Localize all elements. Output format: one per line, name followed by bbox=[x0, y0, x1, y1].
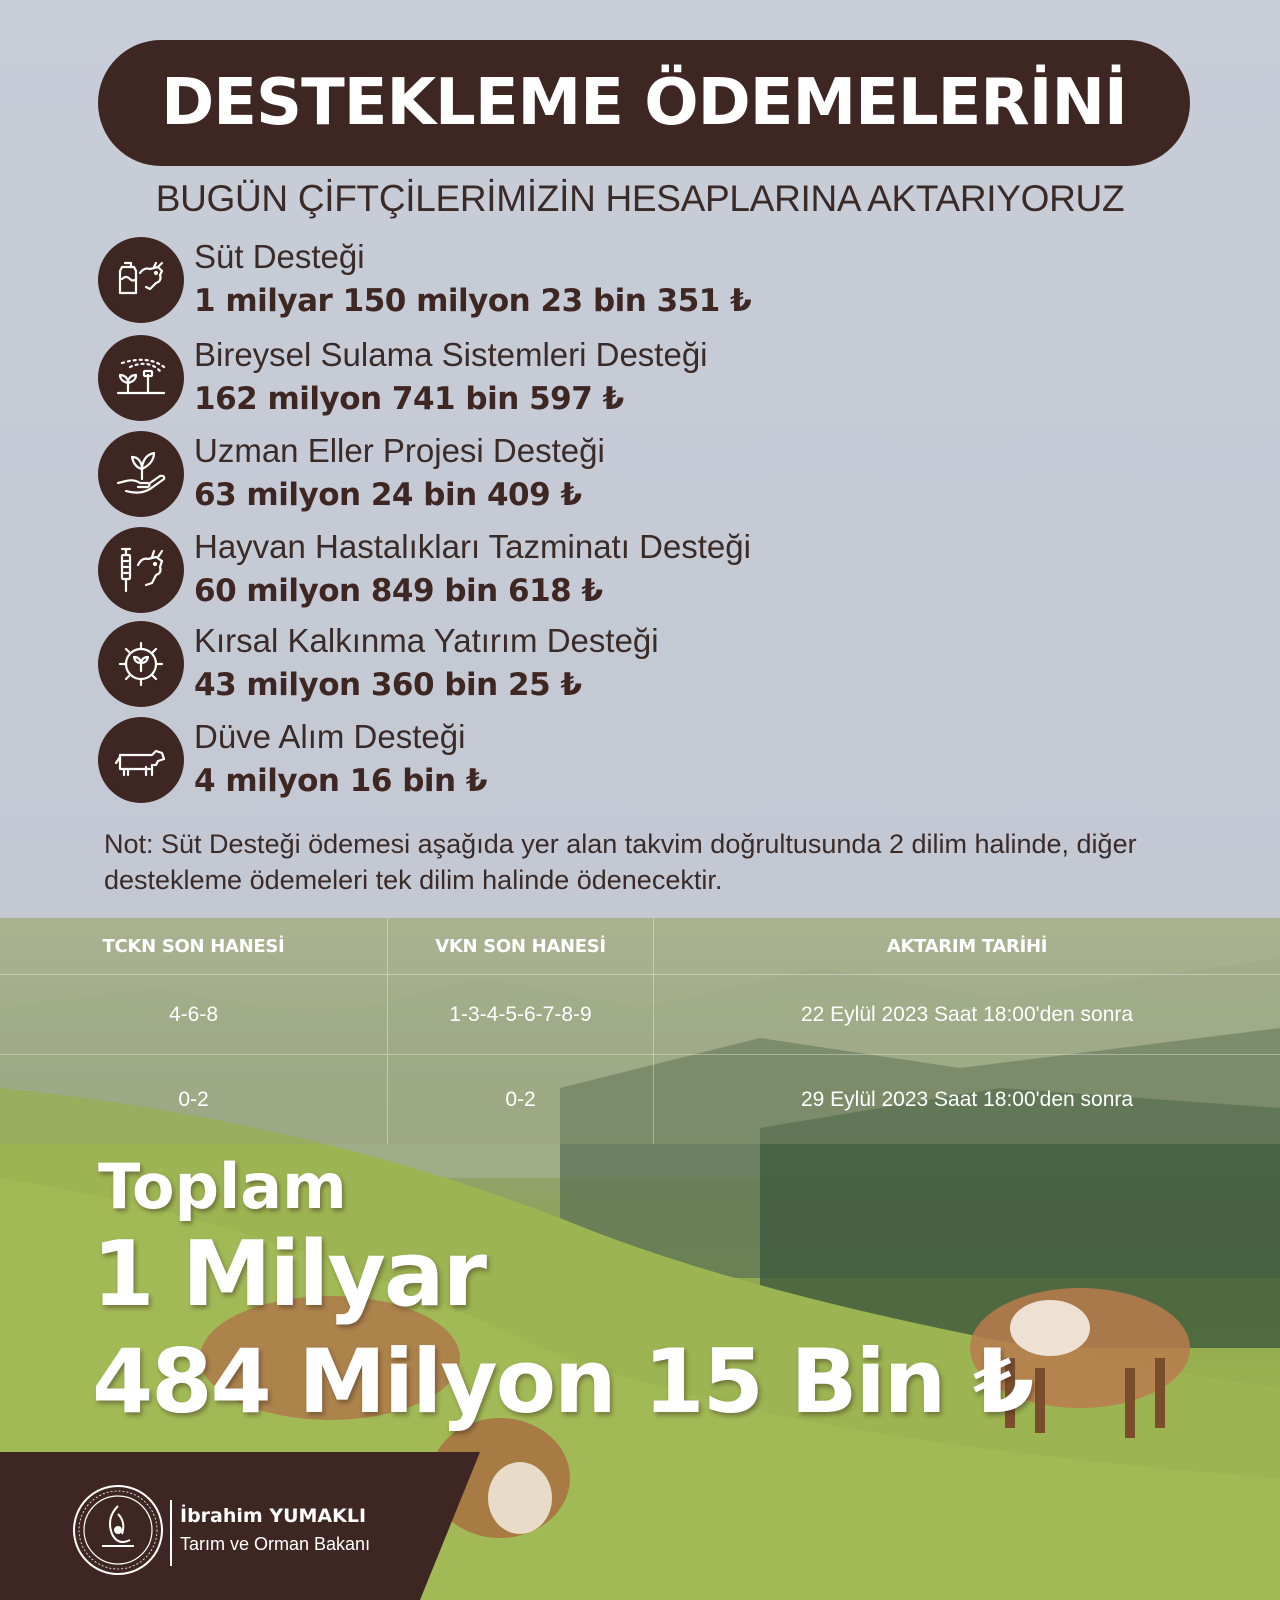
support-item-irrigation bbox=[98, 330, 1098, 426]
table-cell-tckn: 4-6-8 bbox=[0, 975, 388, 1054]
support-item-amount: 63 milyon 24 bin 409 ₺ bbox=[194, 477, 582, 513]
support-item-expert-hands bbox=[98, 426, 1098, 522]
total-amount-line1: 1 Milyar bbox=[92, 1222, 485, 1327]
support-item-animal-disease bbox=[98, 522, 1098, 618]
table-cell-date: 29 Eylül 2023 Saat 18:00'den sonra bbox=[800, 1087, 1134, 1111]
hand-sprout-icon bbox=[98, 431, 184, 517]
table-cell-vkn: 1-3-4-5-6-7-8-9 bbox=[388, 975, 654, 1054]
support-item-label: Kırsal Kalkınma Yatırım Desteği bbox=[194, 622, 659, 659]
footer-divider bbox=[170, 1500, 172, 1566]
table-cell-date: 22 Eylül 2023 Saat 18:00'den sonra bbox=[800, 1002, 1134, 1026]
page-title: DESTEKLEME ÖDEMELERİNİ bbox=[161, 66, 1127, 140]
support-item-label: Süt Desteği bbox=[194, 238, 365, 275]
milk-cow-icon bbox=[98, 237, 184, 323]
ministry-seal-logo bbox=[72, 1484, 164, 1576]
table-header-vkn: VKN SON HANESİ bbox=[388, 918, 654, 974]
table-header-row bbox=[0, 918, 1280, 974]
irrigation-sprinkler-icon bbox=[98, 335, 184, 421]
table-row bbox=[0, 1054, 1280, 1144]
table-row bbox=[0, 974, 1280, 1054]
heifer-icon bbox=[98, 717, 184, 803]
payment-note: Not: Süt Desteği ödemesi aşağıda yer alan takvim doğrultusunda 2 dilim halinde, diğer destekleme ödemeleri tek dilim halinde ödenecektir. bbox=[104, 829, 1137, 895]
gear-sprout-icon bbox=[98, 621, 184, 707]
support-item-amount: 43 milyon 360 bin 25 ₺ bbox=[194, 667, 582, 703]
support-item-amount: 162 milyon 741 bin 597 ₺ bbox=[194, 381, 624, 417]
minister-name: İbrahim YUMAKLI bbox=[180, 1505, 367, 1527]
support-item-label: Hayvan Hastalıkları Tazminatı Desteği bbox=[194, 528, 751, 565]
support-item-amount: 60 milyon 849 bin 618 ₺ bbox=[194, 573, 603, 609]
page-subtitle: BUGÜN ÇİFTÇİLERİMİZİN HESAPLARINA AKTARIYORUZ bbox=[155, 178, 1125, 219]
total-amount-line2: 484 Milyon 15 Bin ₺ bbox=[92, 1330, 1033, 1433]
support-item-milk bbox=[98, 232, 1098, 328]
table-cell-vkn: 0-2 bbox=[388, 1055, 654, 1144]
support-item-amount: 1 milyar 150 milyon 23 bin 351 ₺ bbox=[194, 283, 752, 319]
total-label: Toplam bbox=[98, 1150, 347, 1223]
minister-title: Tarım ve Orman Bakanı bbox=[180, 1534, 371, 1554]
support-item-amount: 4 milyon 16 bin ₺ bbox=[194, 763, 487, 799]
support-item-label: Düve Alım Desteği bbox=[194, 718, 466, 755]
payment-schedule-table bbox=[0, 918, 1280, 1144]
support-item-label: Uzman Eller Projesi Desteği bbox=[194, 432, 605, 469]
support-item-label: Bireysel Sulama Sistemleri Desteği bbox=[194, 336, 708, 373]
support-list bbox=[98, 232, 1098, 808]
table-header-tckn: TCKN SON HANESİ bbox=[0, 918, 388, 974]
support-item-heifer bbox=[98, 712, 1098, 808]
support-item-rural-development bbox=[98, 618, 1098, 710]
syringe-cow-icon bbox=[98, 527, 184, 613]
table-cell-tckn: 0-2 bbox=[0, 1055, 388, 1144]
title-banner bbox=[98, 40, 1190, 166]
table-header-date: AKTARIM TARİHİ bbox=[886, 935, 1048, 957]
